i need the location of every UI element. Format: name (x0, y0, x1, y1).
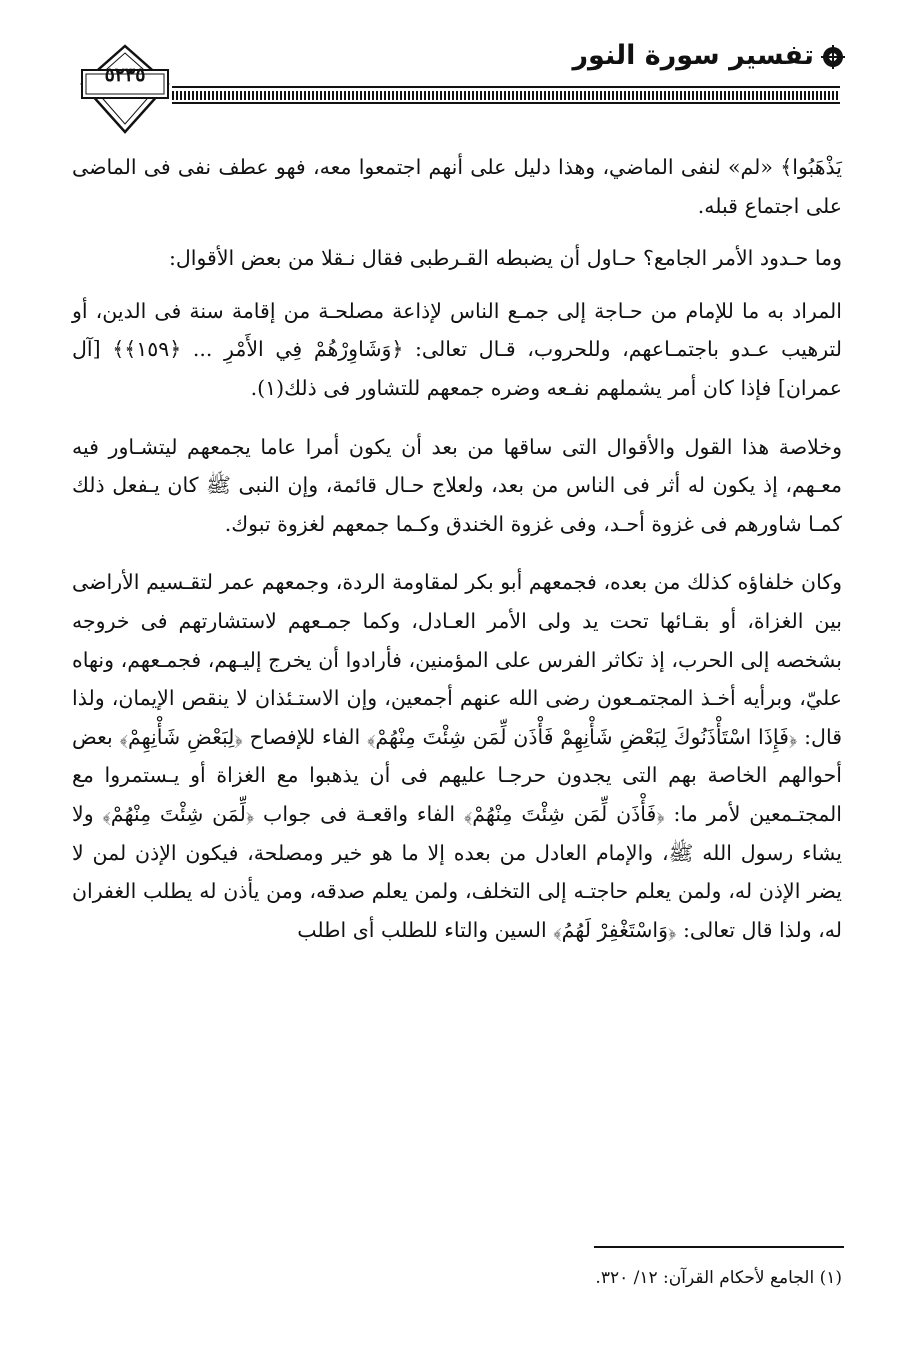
paragraph: وما حـدود الأمر الجامع؟ حـاول أن يضبطه القـرطبى فقال نـقلا من بعض الأقوال: (168, 246, 842, 271)
paragraph: المراد به ما للإمام من حـاجة إلى جمـع الناس لإذاعة مصلحـة من إقامة سنة فى الدين، أو لترهيب عـدو باجتمـاعهم، وللحروب، قـال تعالى: ﴿وَشَاوِرْهُمْ فِي الأَمْرِ ... ﴿١٥٩﴾﴾ [آل عمران] فإذا كان أمر يشملهم نفـعه وضره جمعهم للتشاور فى ذلك(١). (72, 298, 842, 400)
paragraph: وخلاصة هذا القول والأقوال التى ساقها من بعد أن يكون أمرا عاما يجمعهم ليتشـاور فيه معـهم، إذ يكون له أثر فى الناس من بعد، ولعلاج حـال قائمة، وإن النبى ﷺ كان يـفعل ذلك كمـا شاورهم فى غزوة أحـد، وفى غزوة الخندق وكـما جمعهم لغزوة تبوك. (72, 434, 842, 536)
page-number: ٥٢٣٥ (104, 64, 146, 86)
ornament-icon (820, 44, 846, 70)
footnote: (١) الجامع لأحكام القرآن: ١٢/ ٣٢٠. (595, 1268, 842, 1288)
footnote-separator (594, 1246, 844, 1248)
body-text (72, 148, 842, 963)
paragraph: وكان خلفاؤه كذلك من بعده، فجمعهم أبو بكر لمقاومة الردة، وجمعهم عمر لتقـسيم الأراضى بين الغزاة، أو بقـائها تحت يد ولى الأمر العـادل، وكما جمـعهم لاستشارتهم فى خروجه بشخصه إلى الحرب، إذ تكاثر الفرس على المؤمنين، فأرادوا أن يخرج إليـهم، فجمـعهم، ونهاه عليّ، وبرأيه أخـذ المجتمـعون رضى الله عنهم أجمعين، وإن الاستـئذان لا ينقص الإيمان، ولذا قال: ﴿فَإِذَا اسْتَأْذَنُوكَ لِبَعْضِ شَأْنِهِمْ فَأْذَن لِّمَن شِئْتَ مِنْهُمْ﴾ الفاء للإفصاح ﴿لِبَعْضِ شَأْنِهِمْ﴾ بعض أحوالهم الخاصة بهم التى يجدون حرجـا عليهم فى أن يذهبوا مع الغزاة أو يـستمروا مع المجتـمعين لأمر ما: ﴿فَأْذَن لِّمَن شِئْتَ مِنْهُمْ﴾ الفاء واقعـة فى جواب ﴿لِّمَن شِئْتَ مِنْهُمْ﴾ ولا يشاء رسول الله ﷺ، والإمام العادل من بعده إلا ما هو خير ومصلحة، فيكون الإذن لمن لا يضر الإذن له، ولمن يعلم حاجتـه إلى التخلف، ولمن يعلم صدقه، ومن يأذن له يطلب الغفران له، ولذا قال تعالى: ﴿وَاسْتَغْفِرْ لَهُمُ﴾ السين والتاء للطلب أى اطلب (72, 570, 842, 942)
header-rule-hatched (172, 91, 840, 100)
running-title: تفسير سورة النور (572, 40, 814, 71)
paragraph: يَذْهَبُوا﴾ «لم» لنفى الماضي، وهذا دليل على أنهم اجتمعوا معه، فهو عطف نفى فى الماضى على اجتماع قبله. (72, 155, 842, 218)
page-number-badge-icon (78, 44, 172, 136)
header-rule (172, 86, 840, 88)
page-header (0, 0, 914, 140)
header-rule (172, 102, 840, 104)
